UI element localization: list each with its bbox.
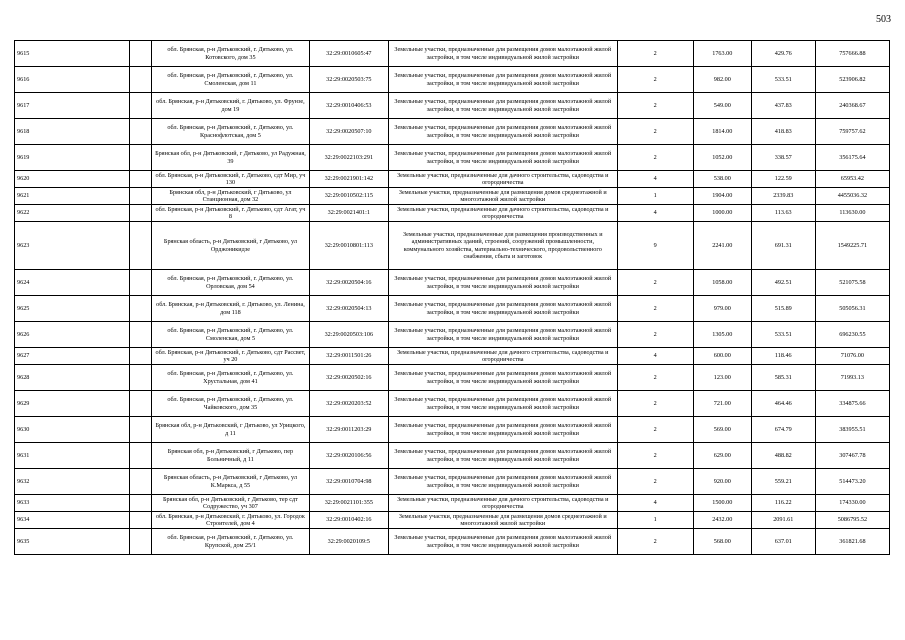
address-cell: обл. Брянская, р-н Дятьковский, г. Дятьково, сдт Мир, уч 130 [152,171,310,188]
table-row [15,529,890,555]
cadastral-number-cell: 32:29:0020504:16 [309,270,388,296]
specific-value-cell: 118.46 [751,348,815,365]
land-use-cell: Земельные участки, предназначенные для размещения домов малоэтажной жилой застройки, в том числе индивидуальной жилой застройки [388,270,617,296]
land-use-cell: Земельные участки, предназначенные для дачного строительства, садоводства и огородничества [388,495,617,512]
land-use-cell: Земельные участки, предназначенные для размещения домов малоэтажной жилой застройки, в том числе индивидуальной жилой застройки [388,529,617,555]
row-number-cell: 9627 [15,348,130,365]
specific-value-cell: 488.82 [751,443,815,469]
area-cell: 1058.00 [693,270,751,296]
address-cell: обл. Брянская, р-н Дятьковский, г. Дятьково, ул. Котовского, дом 35 [152,41,310,67]
spacer-cell [129,495,151,512]
address-cell: Брянская обл, р-н Дятьковский, г Дятьково, пер Больничный, д 11 [152,443,310,469]
specific-value-cell: 2091.61 [751,512,815,529]
table-row [15,205,890,222]
cadastral-number-cell: 32:29:0022103:291 [309,145,388,171]
area-cell: 920.00 [693,469,751,495]
address-cell: обл. Брянская, р-н Дятьковский, г. Дятьково, сдт Агат, уч 8 [152,205,310,222]
row-number-cell: 9623 [15,222,130,270]
row-number-cell: 9629 [15,391,130,417]
cadastral-number-cell: 32:29:0011203:29 [309,417,388,443]
area-cell: 549.00 [693,93,751,119]
land-use-cell: Земельные участки, предназначенные для размещения домов малоэтажной жилой застройки, в том числе индивидуальной жилой застройки [388,67,617,93]
address-cell: обл. Брянская, р-н Дятьковский, г. Дятьково, ул. Смоленская, дом 11 [152,67,310,93]
spacer-cell [129,188,151,205]
table-row [15,171,890,188]
table-row [15,391,890,417]
row-number-cell: 9618 [15,119,130,145]
cadastral-value-cell: 361821.68 [815,529,889,555]
cadastral-number-cell: 32:29:0020507:10 [309,119,388,145]
specific-value-cell: 116.22 [751,495,815,512]
spacer-cell [129,145,151,171]
specific-value-cell: 2339.83 [751,188,815,205]
area-cell: 721.00 [693,391,751,417]
group-cell: 4 [617,348,693,365]
spacer-cell [129,270,151,296]
table-row [15,188,890,205]
cadastral-value-cell: 523906.82 [815,67,889,93]
table-row [15,41,890,67]
group-cell: 2 [617,391,693,417]
area-cell: 1904.00 [693,188,751,205]
specific-value-cell: 464.46 [751,391,815,417]
table-row [15,469,890,495]
specific-value-cell: 637.01 [751,529,815,555]
row-number-cell: 9628 [15,365,130,391]
address-cell: обл. Брянская, р-н Дятьковский, г. Дятьково, ул. Фрунзе, дом 19 [152,93,310,119]
group-cell: 2 [617,119,693,145]
area-cell: 979.00 [693,296,751,322]
row-number-cell: 9620 [15,171,130,188]
address-cell: обл. Брянская, р-н Дятьковский, г. Дятьково, ул. Ленина, дом 118 [152,296,310,322]
cadastral-number-cell: 32:29:0010605:47 [309,41,388,67]
group-cell: 2 [617,67,693,93]
land-use-cell: Земельные участки, предназначенные для размещения производственных и административных зданий, строений, сооружений промышленности, коммунального хозяйства, материально-технического, продовольственного снабжения, сбыта и заготовок [388,222,617,270]
cadastral-value-cell: 65953.42 [815,171,889,188]
table-row [15,270,890,296]
spacer-cell [129,365,151,391]
row-number-cell: 9630 [15,417,130,443]
row-number-cell: 9617 [15,93,130,119]
spacer-cell [129,93,151,119]
land-use-cell: Земельные участки, предназначенные для размещения домов среднеэтажной и многоэтажной жилой застройки [388,188,617,205]
group-cell: 4 [617,495,693,512]
land-use-cell: Земельные участки, предназначенные для размещения домов малоэтажной жилой застройки, в том числе индивидуальной жилой застройки [388,443,617,469]
cadastral-number-cell: 32:29:0020504:13 [309,296,388,322]
spacer-cell [129,512,151,529]
area-cell: 2432.00 [693,512,751,529]
specific-value-cell: 338.57 [751,145,815,171]
spacer-cell [129,469,151,495]
group-cell: 4 [617,205,693,222]
cadastral-number-cell: 32:29:0020106:56 [309,443,388,469]
cadastral-number-cell: 32:29:0020503:106 [309,322,388,348]
address-cell: обл. Брянская, р-н Дятьковский, г. Дятьково, ул. Городок Строителей, дом 4 [152,512,310,529]
specific-value-cell: 674.79 [751,417,815,443]
specific-value-cell: 418.83 [751,119,815,145]
row-number-cell: 9632 [15,469,130,495]
table-row [15,495,890,512]
spacer-cell [129,417,151,443]
table-body [15,41,890,555]
area-cell: 600.00 [693,348,751,365]
group-cell: 2 [617,529,693,555]
row-number-cell: 9634 [15,512,130,529]
cadastral-value-table [14,40,890,555]
address-cell: обл. Брянская, р-н Дятьковский, г. Дятьково, ул. Крупской, дом 25/1 [152,529,310,555]
cadastral-number-cell: 32:29:0011501:26 [309,348,388,365]
cadastral-number-cell: 32:29:0020502:16 [309,365,388,391]
cadastral-number-cell: 32:29:0020109:5 [309,529,388,555]
specific-value-cell: 113.63 [751,205,815,222]
row-number-cell: 9624 [15,270,130,296]
specific-value-cell: 533.51 [751,322,815,348]
area-cell: 1814.00 [693,119,751,145]
address-cell: Брянская обл, р-н Дятьковский, г Дятьково, ул Станционная, дом 32 [152,188,310,205]
group-cell: 2 [617,270,693,296]
land-use-cell: Земельные участки, предназначенные для размещения домов малоэтажной жилой застройки, в том числе индивидуальной жилой застройки [388,119,617,145]
cadastral-value-cell: 383955.51 [815,417,889,443]
row-number-cell: 9621 [15,188,130,205]
cadastral-value-cell: 521075.58 [815,270,889,296]
page-number: 503 [876,14,891,25]
group-cell: 2 [617,322,693,348]
table-row [15,348,890,365]
cadastral-value-cell: 759757.62 [815,119,889,145]
land-use-cell: Земельные участки, предназначенные для дачного строительства, садоводства и огородничества [388,348,617,365]
cadastral-value-cell: 514473.20 [815,469,889,495]
address-cell: обл. Брянская, р-н Дятьковский, г. Дятьково, ул. Орловская, дом 54 [152,270,310,296]
spacer-cell [129,119,151,145]
cadastral-value-cell: 5086795.52 [815,512,889,529]
land-use-cell: Земельные участки, предназначенные для дачного строительства, садоводства и огородничества [388,205,617,222]
cadastral-value-cell: 4455036.32 [815,188,889,205]
address-cell: Брянская область, р-н Дятьковский, г Дятьково, ул Орджоникидзе [152,222,310,270]
address-cell: обл. Брянская, р-н Дятьковский, г. Дятьково, ул. Чайковского, дом 35 [152,391,310,417]
cadastral-number-cell: 32:29:0020203:52 [309,391,388,417]
area-cell: 1500.00 [693,495,751,512]
row-number-cell: 9635 [15,529,130,555]
cadastral-value-cell: 505056.31 [815,296,889,322]
area-cell: 1052.00 [693,145,751,171]
spacer-cell [129,529,151,555]
row-number-cell: 9631 [15,443,130,469]
spacer-cell [129,171,151,188]
area-cell: 629.00 [693,443,751,469]
land-use-cell: Земельные участки, предназначенные для размещения домов малоэтажной жилой застройки, в том числе индивидуальной жилой застройки [388,41,617,67]
cadastral-number-cell: 32:29:0020503:75 [309,67,388,93]
specific-value-cell: 429.76 [751,41,815,67]
group-cell: 2 [617,41,693,67]
land-use-cell: Земельные участки, предназначенные для размещения домов малоэтажной жилой застройки, в том числе индивидуальной жилой застройки [388,417,617,443]
spacer-cell [129,296,151,322]
cadastral-value-cell: 71993.13 [815,365,889,391]
land-use-cell: Земельные участки, предназначенные для размещения домов малоэтажной жилой застройки, в том числе индивидуальной жилой застройки [388,322,617,348]
area-cell: 569.00 [693,417,751,443]
specific-value-cell: 122.59 [751,171,815,188]
area-cell: 123.00 [693,365,751,391]
cadastral-number-cell: 32:29:0010801:113 [309,222,388,270]
row-number-cell: 9626 [15,322,130,348]
specific-value-cell: 492.51 [751,270,815,296]
area-cell: 1305.00 [693,322,751,348]
land-use-cell: Земельные участки, предназначенные для размещения домов малоэтажной жилой застройки, в том числе индивидуальной жилой застройки [388,365,617,391]
land-use-cell: Земельные участки, предназначенные для дачного строительства, садоводства и огородничества [388,171,617,188]
group-cell: 2 [617,296,693,322]
address-cell: обл. Брянская, р-н Дятьковский, г. Дятьково, сдт Рассвет, уч 20 [152,348,310,365]
table-row [15,67,890,93]
group-cell: 4 [617,171,693,188]
specific-value-cell: 533.51 [751,67,815,93]
land-use-cell: Земельные участки, предназначенные для размещения домов малоэтажной жилой застройки, в том числе индивидуальной жилой застройки [388,391,617,417]
address-cell: обл. Брянская, р-н Дятьковский, г. Дятьково, ул. Смоленская, дом 5 [152,322,310,348]
group-cell: 2 [617,469,693,495]
row-number-cell: 9633 [15,495,130,512]
table-row [15,512,890,529]
land-use-cell: Земельные участки, предназначенные для размещения домов малоэтажной жилой застройки, в том числе индивидуальной жилой застройки [388,145,617,171]
row-number-cell: 9616 [15,67,130,93]
cadastral-value-cell: 696230.55 [815,322,889,348]
specific-value-cell: 515.89 [751,296,815,322]
spacer-cell [129,67,151,93]
address-cell: Брянская обл, р-н Дятьковский, г Дятьково, тер сдт Содружество, уч 307 [152,495,310,512]
specific-value-cell: 691.31 [751,222,815,270]
area-cell: 1000.00 [693,205,751,222]
cadastral-number-cell: 32:29:0021101:355 [309,495,388,512]
specific-value-cell: 559.21 [751,469,815,495]
table-row [15,119,890,145]
area-cell: 2241.00 [693,222,751,270]
address-cell: обл. Брянская, р-н Дятьковский, г. Дятьково, ул. Хрустальная, дом 41 [152,365,310,391]
table-row [15,296,890,322]
table-row [15,93,890,119]
cadastral-value-cell: 71076.00 [815,348,889,365]
spacer-cell [129,348,151,365]
cadastral-number-cell: 32:29:0010402:16 [309,512,388,529]
group-cell: 2 [617,417,693,443]
cadastral-number-cell: 32:29:0021901:142 [309,171,388,188]
group-cell: 9 [617,222,693,270]
address-cell: обл. Брянская, р-н Дятьковский, г. Дятьково, ул. Краснофлотская, дом 5 [152,119,310,145]
cadastral-value-cell: 307467.78 [815,443,889,469]
spacer-cell [129,391,151,417]
group-cell: 1 [617,188,693,205]
land-use-cell: Земельные участки, предназначенные для размещения домов малоэтажной жилой застройки, в том числе индивидуальной жилой застройки [388,93,617,119]
row-number-cell: 9622 [15,205,130,222]
address-cell: Брянская обл, р-н Дятьковский, г Дятьково, ул Радужная, 39 [152,145,310,171]
cadastral-value-cell: 1549225.71 [815,222,889,270]
cadastral-number-cell: 32:29:0010502:115 [309,188,388,205]
row-number-cell: 9625 [15,296,130,322]
cadastral-value-cell: 240368.67 [815,93,889,119]
group-cell: 2 [617,365,693,391]
group-cell: 2 [617,145,693,171]
table-row [15,417,890,443]
table-row [15,365,890,391]
group-cell: 2 [617,93,693,119]
table-row [15,322,890,348]
cadastral-value-cell: 113630.00 [815,205,889,222]
table-row [15,145,890,171]
cadastral-value-cell: 356175.64 [815,145,889,171]
area-cell: 982.00 [693,67,751,93]
area-cell: 568.00 [693,529,751,555]
cadastral-number-cell: 32:29:0021401:1 [309,205,388,222]
table-row [15,443,890,469]
specific-value-cell: 437.83 [751,93,815,119]
group-cell: 2 [617,443,693,469]
area-cell: 538.00 [693,171,751,188]
cadastral-number-cell: 32:29:0010704:98 [309,469,388,495]
spacer-cell [129,443,151,469]
spacer-cell [129,322,151,348]
land-use-cell: Земельные участки, предназначенные для размещения домов малоэтажной жилой застройки, в том числе индивидуальной жилой застройки [388,469,617,495]
spacer-cell [129,205,151,222]
cadastral-number-cell: 32:29:0010406:53 [309,93,388,119]
group-cell: 1 [617,512,693,529]
cadastral-value-cell: 174330.00 [815,495,889,512]
row-number-cell: 9619 [15,145,130,171]
specific-value-cell: 585.31 [751,365,815,391]
cadastral-value-cell: 757666.88 [815,41,889,67]
address-cell: Брянская обл, р-н Дятьковский, г Дятьково, ул Урицкого, д 11 [152,417,310,443]
row-number-cell: 9615 [15,41,130,67]
table-row [15,222,890,270]
land-use-cell: Земельные участки, предназначенные для размещения домов среднеэтажной и многоэтажной жилой застройки [388,512,617,529]
land-use-cell: Земельные участки, предназначенные для размещения домов малоэтажной жилой застройки, в том числе индивидуальной жилой застройки [388,296,617,322]
cadastral-value-cell: 334875.66 [815,391,889,417]
spacer-cell [129,222,151,270]
address-cell: Брянская область, р-н Дятьковский, г Дятьково, ул К.Маркса, д 55 [152,469,310,495]
spacer-cell [129,41,151,67]
area-cell: 1763.00 [693,41,751,67]
